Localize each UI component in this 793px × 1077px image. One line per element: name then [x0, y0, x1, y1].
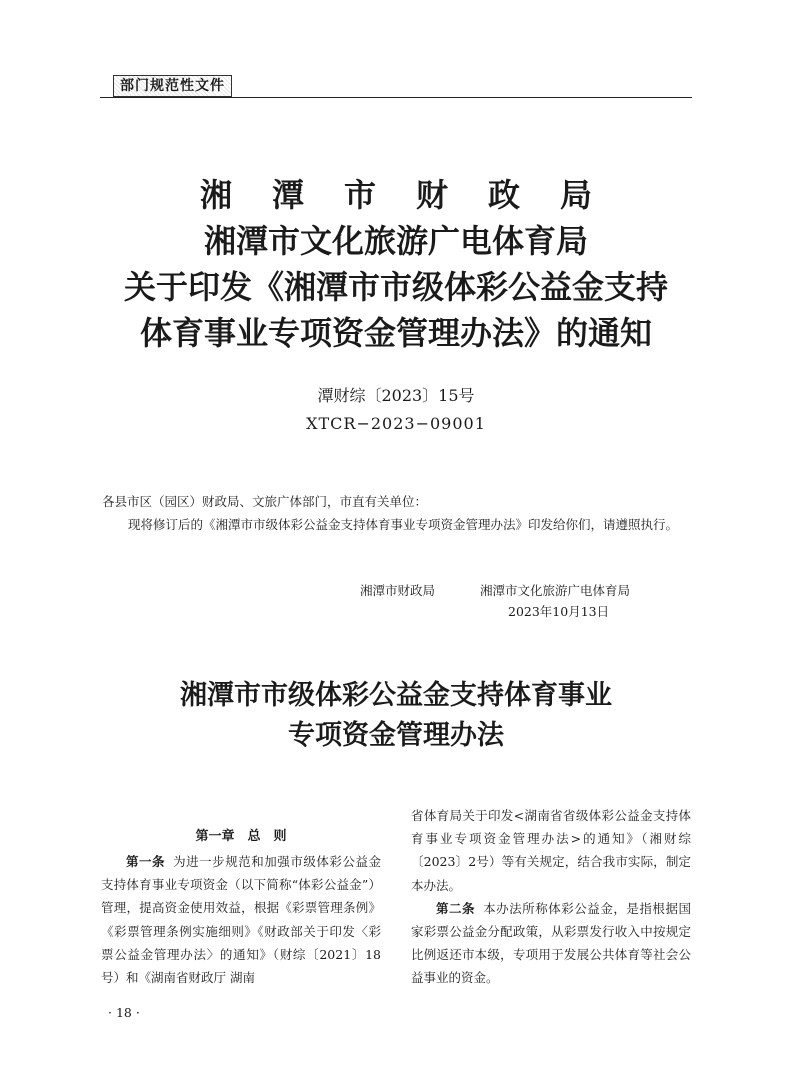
article-1-continued: 省体育局关于印发<湖南省省级体彩公益金支持体育事业专项资金管理办法>的通知》（湘财综〔2023〕2号）等有关规定，结合我市实际，制定本办法。 — [411, 808, 691, 893]
issuer-finance-bureau: 湘潭市财政局 — [360, 583, 436, 598]
right-column — [411, 804, 691, 990]
notice-text: 现将修订后的《湘潭市市级体彩公益金支持体育事业专项资金管理办法》印发给你们，请遵照执行。 — [128, 517, 679, 532]
issue-date: 2023年10月13日 — [508, 604, 610, 619]
title-line-3: 关于印发《湘潭市市级体彩公益金支持 — [123, 268, 668, 306]
article-2 — [411, 897, 691, 990]
notice-body — [102, 490, 690, 536]
article-1-label: 第一条 — [126, 854, 166, 869]
chapter-heading: 第一章 总 则 — [195, 829, 287, 844]
article-2-text: 本办法所称体彩公益金，是指根据国家彩票公益金分配政策，从彩票发行收入中按规定比例返还市本级，专项用于发展公共体育等社会公益事业的资金。 — [411, 900, 691, 986]
article-1 — [101, 850, 381, 989]
document-number: 潭财综〔2023〕15号 — [317, 386, 475, 405]
header-rule — [100, 97, 692, 98]
left-column — [101, 827, 381, 989]
notice-title — [100, 172, 692, 356]
title-line-4: 体育事业专项资金管理办法》的通知 — [139, 314, 652, 352]
page-number: · 18 · — [108, 1005, 140, 1020]
section-tag: 部门规范性文件 — [113, 75, 232, 97]
title-line-2: 湘潭市文化旅游广电体育局 — [203, 222, 588, 260]
regulation-title-line-1: 湘潭市市级体彩公益金支持体育事业 — [180, 680, 612, 711]
regulation-title-line-2: 专项资金管理办法 — [288, 720, 504, 751]
article-2-label: 第二条 — [436, 900, 476, 916]
document-code: XTCR−2023−09001 — [306, 414, 486, 433]
issuer-culture-bureau: 湘潭市文化旅游广电体育局 — [480, 583, 631, 598]
regulation-title — [100, 676, 692, 756]
title-line-1: 湘潭市财政局 — [199, 176, 632, 214]
addressee: 各县市区（园区）财政局、文旅广体部门，市直有关单位： — [102, 494, 428, 509]
article-1-text: 为进一步规范和加强市级体彩公益金支持体育事业专项资金（以下简称“体彩公益金”）管理，提高资金使用效益，根据《彩票管理条例》《彩票管理条例实施细则》《财政部关于印发〈彩票公益金管理办法〉的通知》（财综〔2021〕18号）和《湖南省财政厅 湖南 — [101, 854, 381, 986]
